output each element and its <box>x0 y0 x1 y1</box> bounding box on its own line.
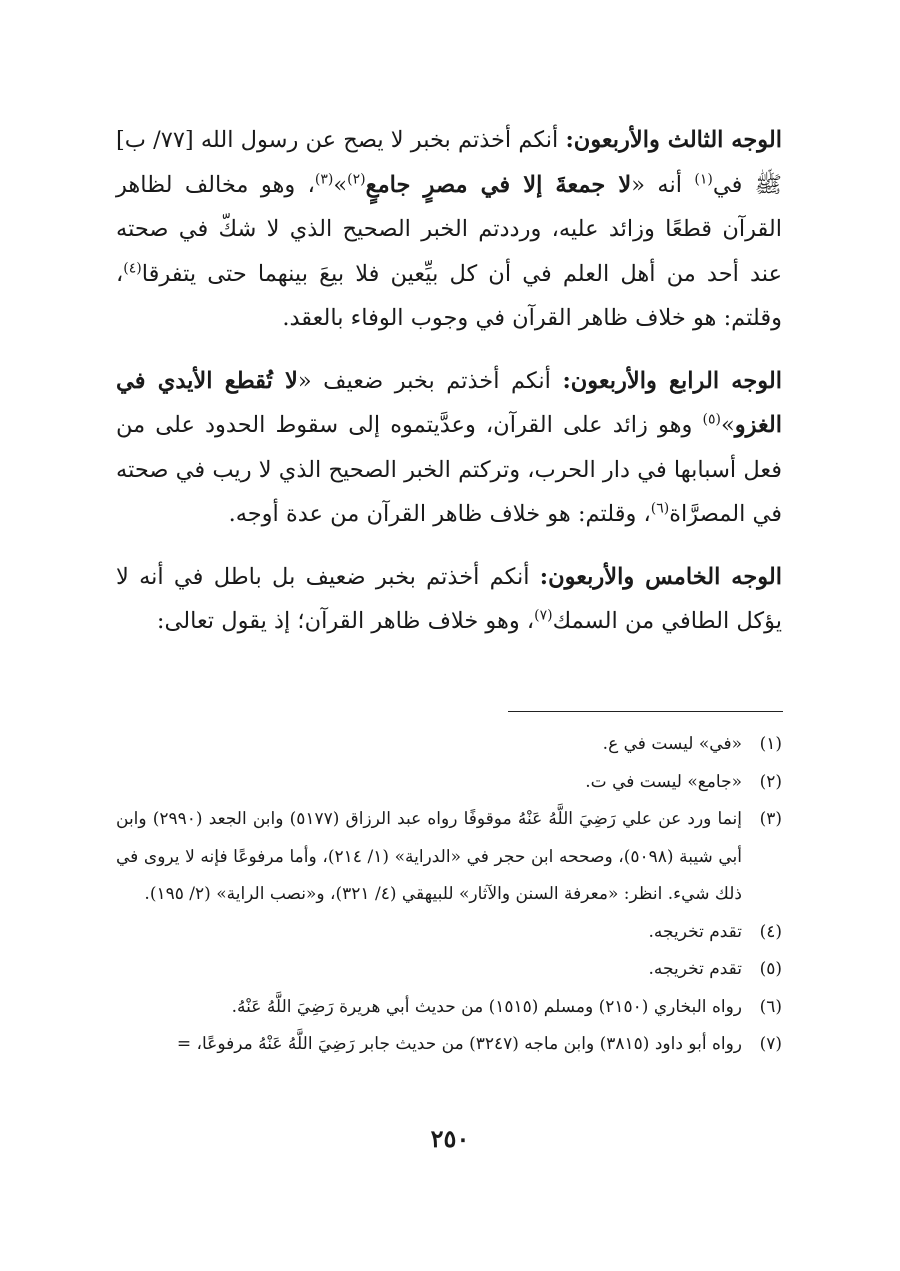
paragraph-45 <box>116 555 782 644</box>
footnote-ref[interactable]: (٣) <box>314 171 334 187</box>
footnote-ref[interactable]: (٤) <box>123 260 142 276</box>
paragraph-44 <box>116 359 782 537</box>
footnote-item <box>116 801 782 914</box>
footnote-text: «في» ليست في ع. <box>602 734 742 754</box>
footnote-ref[interactable]: (٢) <box>347 171 366 187</box>
main-text <box>116 118 782 662</box>
paragraph-43 <box>116 118 782 341</box>
body-text: وهو زائد على القرآن، وعدَّيتموه إلى سقوط الحدود على من فعل أسبابها في دار الحرب، وتركتم الخبر الصحيح الذي لا ريب في صحته في المصرَّاة <box>116 412 782 527</box>
body-text: ، وهو مخالف لظاهر القرآن قطعًا وزائد عليه، ورددتم الخبر الصحيح الذي لا شكّ في صحته عند أحد من أهل العلم في أن كل بيِّعين فلا بيعَ بينهما حتى يتفرقا <box>116 171 782 287</box>
footnote-number: (٦) <box>759 996 782 1017</box>
footnote-item <box>116 989 782 1027</box>
footnote-number: (٣) <box>759 809 782 829</box>
body-text: ، وهو خلاف ظاهر القرآن؛ إذ يقول تعالى: <box>156 608 535 634</box>
footnote-text: رواه البخاري (٢١٥٠) ومسلم (١٥١٥) من حديث أبي هريرة رَضِيَ اللَّهُ عَنْهُ. <box>231 996 742 1017</box>
body-text: ، وقلتم: هو خلاف ظاهر القرآن من عدة أوجه. <box>228 501 651 527</box>
footnote-number: (٤) <box>759 921 782 942</box>
footnote-text: إنما ورد عن علي رَضِيَ اللَّهُ عَنْهُ موقوفًا رواه عبد الرزاق (٥١٧٧) وابن الجعد (٢٩٩٠) وابن أبي شيبة (٥٠٩٨)، وصححه ابن حجر في «الدراية» (١/ ٢١٤)، وأما مرفوعًا فإنه لا يروى في ذلك شيء. انظر: «معرفة السنن والآثار» للبيهقي (٤/ ٣٢١)، و«نصب الراية» (٢/ ١٩٥). <box>116 809 743 904</box>
footnote-item <box>116 914 782 952</box>
body-text: أنكم أخذتم بخبر لا يصح عن رسول الله [٧٧/ ب] ﷺ في <box>116 127 782 198</box>
footnote-item <box>116 726 782 764</box>
body-text: » <box>720 412 735 438</box>
footnote-text: رواه أبو داود (٣٨١٥) وابن ماجه (٣٢٤٧) من حديث جابر رَضِيَ اللَّهُ عَنْهُ مرفوعًا، = <box>176 1034 742 1054</box>
footnote-number: (٧) <box>759 1034 782 1054</box>
body-text: ، وقلتم: هو خلاف ظاهر القرآن في وجوب الوفاء بالعقد. <box>116 260 782 331</box>
footnote-number: (١) <box>759 734 782 754</box>
footnote-item <box>116 764 782 802</box>
page-number: ٢٥٠ <box>430 1124 470 1153</box>
body-text: » <box>333 171 348 198</box>
section-heading: الوجه الخامس والأربعون: <box>539 563 782 590</box>
footnote-ref[interactable]: (٥) <box>702 411 721 428</box>
footnote-separator <box>508 711 783 712</box>
section-heading: الوجه الثالث والأربعون: <box>565 127 783 153</box>
body-text: أنكم أخذتم بخبر ضعيف بل باطل في أنه لا يؤكل الطافي من السمك <box>116 563 782 634</box>
footnote-ref[interactable]: (٧) <box>534 607 553 624</box>
footnote-text: تقدم تخريجه. <box>648 921 742 942</box>
footnote-text: «جامع» ليست في ت. <box>585 771 742 792</box>
body-text: أنكم أخذتم بخبر ضعيف « <box>297 367 563 394</box>
hadith-quote: لا تُقطع الأيدي في الغزو <box>116 367 782 438</box>
footnote-item <box>116 1026 782 1064</box>
footnotes <box>116 726 782 1064</box>
section-heading: الوجه الرابع والأربعون: <box>562 367 782 394</box>
footnote-ref[interactable]: (٦) <box>650 500 670 517</box>
footnote-number: (٢) <box>759 771 782 792</box>
footnote-item <box>116 951 782 989</box>
footnote-number: (٥) <box>759 959 782 979</box>
footnote-text: تقدم تخريجه. <box>648 959 742 979</box>
body-text: أنه « <box>631 171 695 198</box>
hadith-quote: لا جمعةَ إلا في مصرٍ جامعٍ <box>365 171 632 198</box>
footnote-ref[interactable]: (١) <box>694 171 713 187</box>
